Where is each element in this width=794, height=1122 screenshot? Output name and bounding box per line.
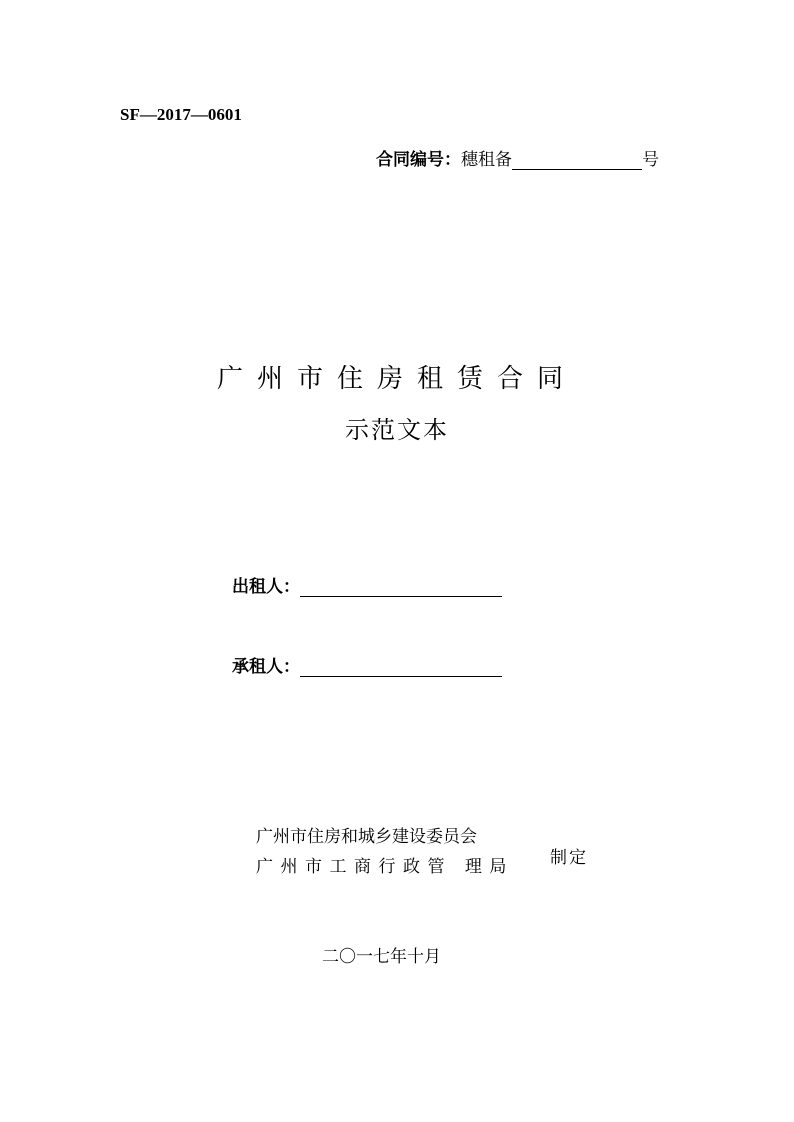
document-code: SF—2017—0601 xyxy=(120,105,242,124)
contract-number xyxy=(376,145,659,170)
lessor-blank[interactable] xyxy=(300,578,502,597)
lessee-blank[interactable] xyxy=(300,658,502,677)
contract-number-blank[interactable] xyxy=(512,151,642,170)
issuer-org-2: 广州市工商行政管 理局 xyxy=(256,857,514,877)
contract-number-prefix: 穗租备 xyxy=(461,150,512,170)
lessee-label: 承租人： xyxy=(232,657,300,677)
issue-date: 二〇一七年十月 xyxy=(322,947,441,967)
lessee-field xyxy=(232,652,502,677)
issuer-action: 制定 xyxy=(550,848,588,868)
document-subtitle: 示范文本 xyxy=(345,416,449,444)
issuer-block xyxy=(256,822,514,882)
lessor-field xyxy=(232,572,502,597)
contract-number-suffix: 号 xyxy=(642,150,659,170)
lessor-label: 出租人： xyxy=(232,577,300,597)
contract-number-label: 合同编号： xyxy=(376,150,461,170)
document-title: 广州市住房租赁合同 xyxy=(216,364,577,394)
issuer-org-1: 广州市住房和城乡建设委员会 xyxy=(256,827,477,847)
